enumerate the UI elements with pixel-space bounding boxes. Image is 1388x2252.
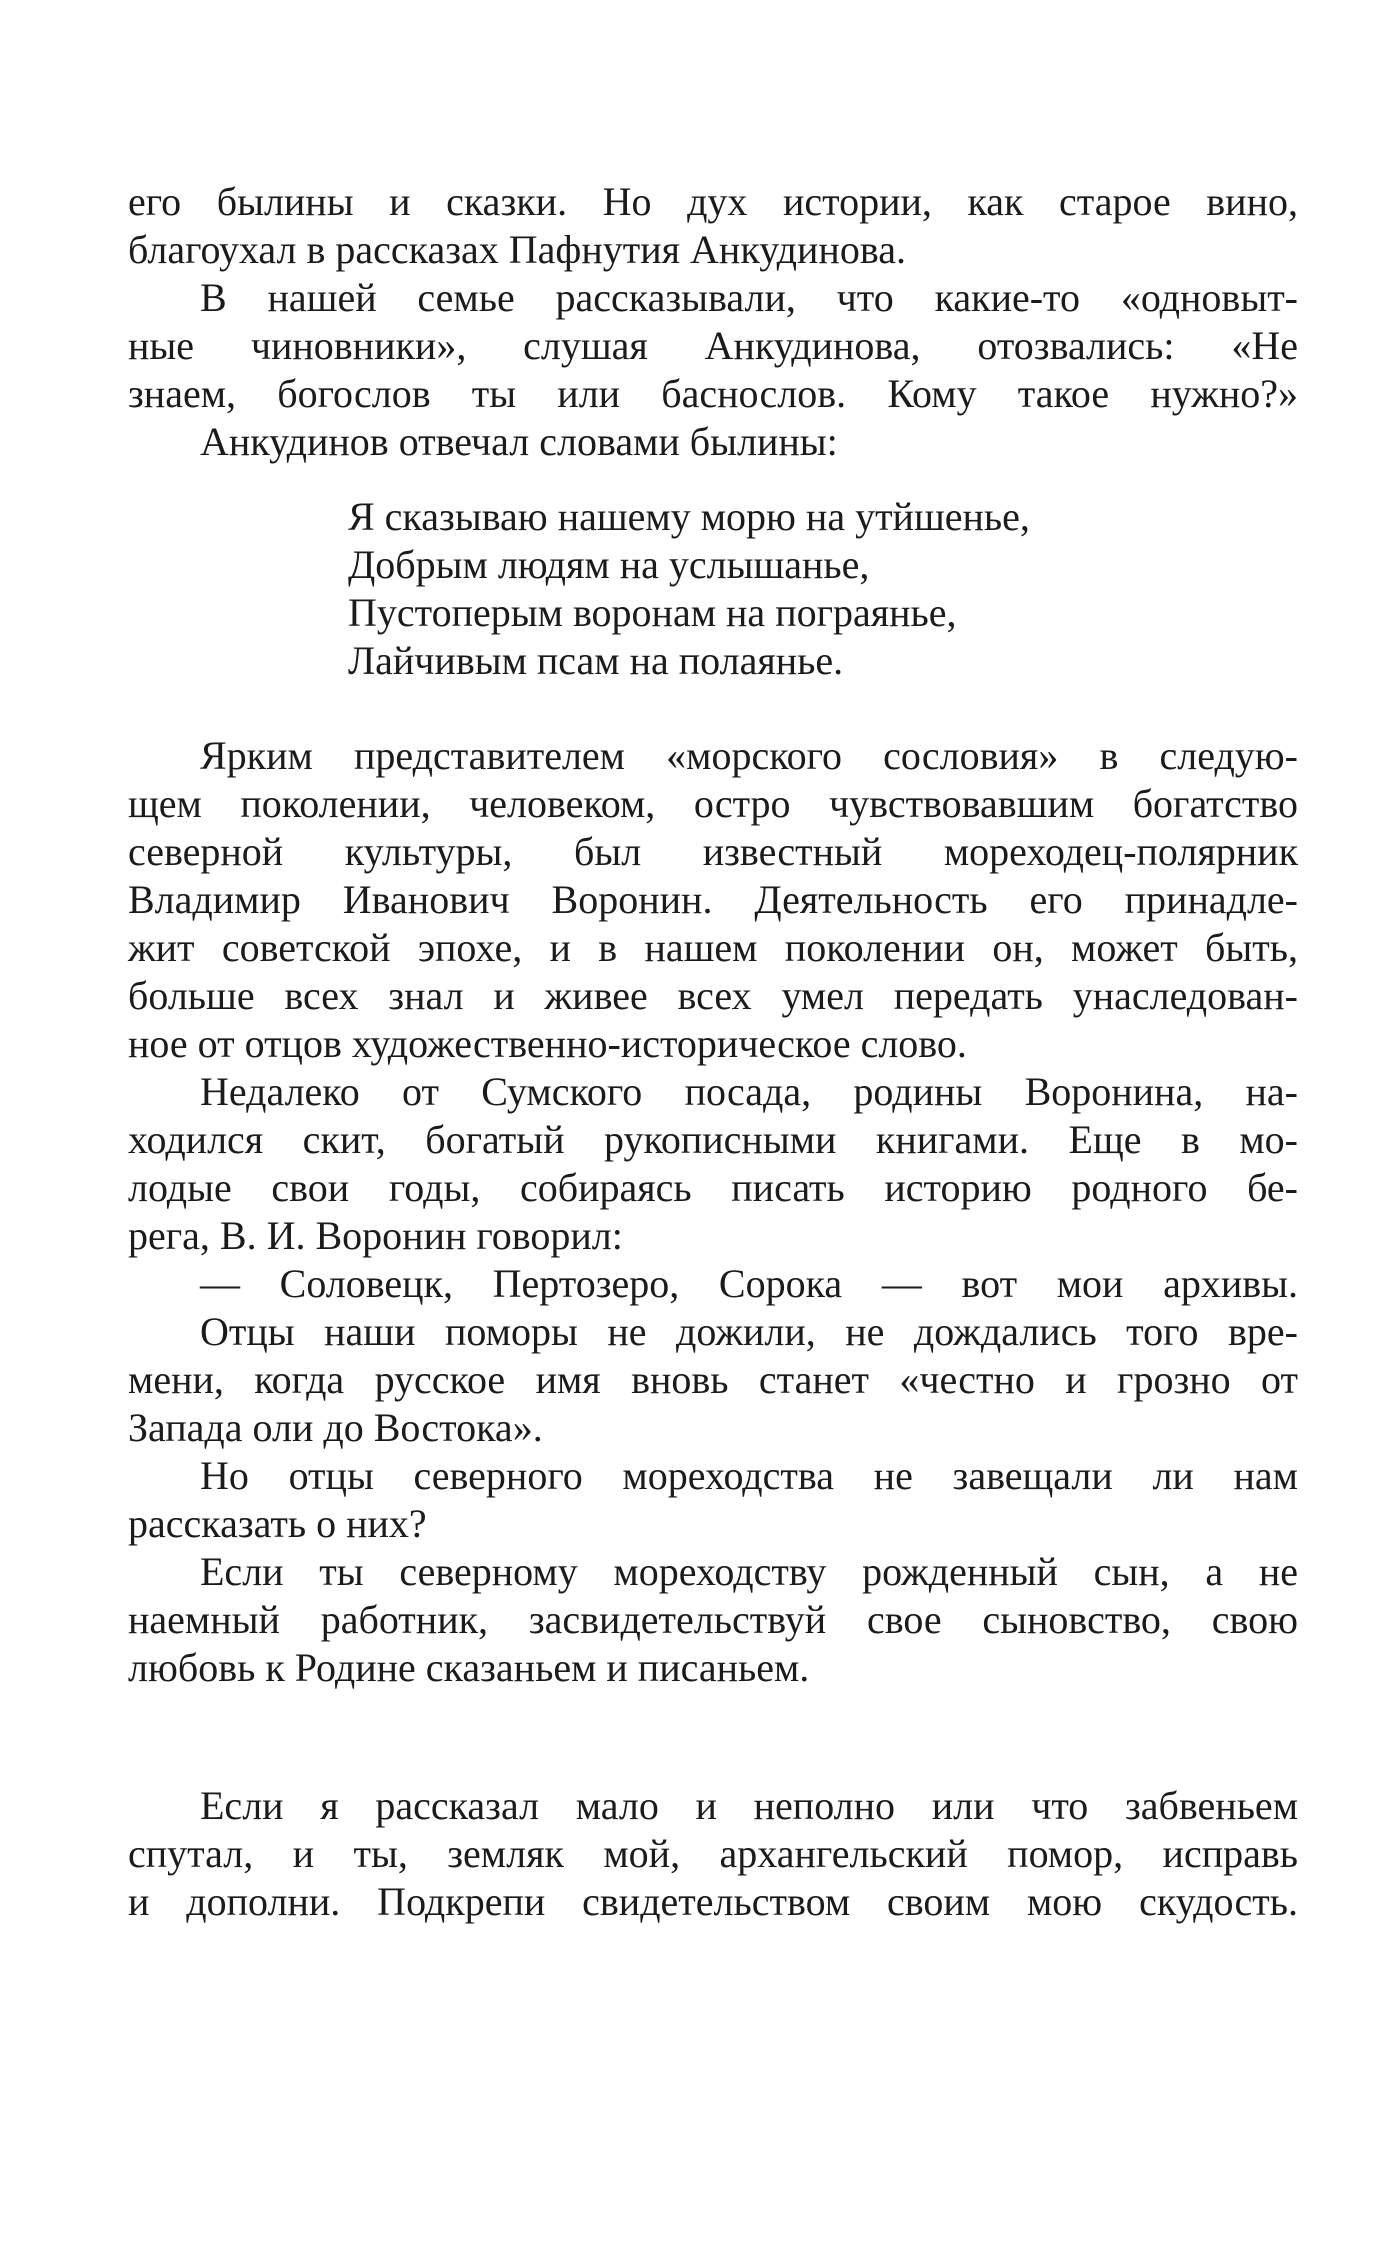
text-line: — Соловецк, Пертозеро, Сорока — вот мои архивы. xyxy=(200,1261,1298,1306)
text-line: и дополни. Подкрепи свидетельством своим мою скудость. xyxy=(128,1879,1298,1924)
text-line: мени, когда русское имя вновь станет «честно и грозно от xyxy=(128,1357,1298,1402)
text-line: больше всех знал и живее всех умел передать унаследован- xyxy=(128,973,1298,1018)
text-line: Анкудинов отвечал словами былины: xyxy=(200,419,838,464)
text-line: Ярким представителем «морского сословия» в следую- xyxy=(200,733,1298,778)
text-line: любовь к Родине сказаньем и писаньем. xyxy=(128,1645,810,1690)
text-line: благоухал в рассказах Пафнутия Анкудинова. xyxy=(128,227,906,272)
text-line: ходился скит, богатый рукописными книгами. Еще в мо- xyxy=(128,1117,1298,1162)
text-line: спутал, и ты, земляк мой, архангельский помор, исправь xyxy=(128,1831,1298,1876)
text-line: Недалеко от Сумского посада, родины Воронина, на- xyxy=(200,1069,1298,1114)
text-line: Но отцы северного мореходства не завещали ли нам xyxy=(200,1453,1298,1498)
text-line: знаем, богослов ты или баснослов. Кому такое нужно?» xyxy=(128,371,1298,416)
verse-line: Я сказываю нашему морю на утйшенье, xyxy=(348,494,1030,539)
verse-line: Лайчивым псам на полаянье. xyxy=(348,638,844,683)
text-line: его былины и сказки. Но дух истории, как старое вино, xyxy=(128,179,1298,224)
text-line: Владимир Иванович Воронин. Деятельность его принадле- xyxy=(128,877,1298,922)
verse-line: Пустоперым воронам на пограянье, xyxy=(348,590,957,635)
text-line: ное от отцов художественно-историческое слово. xyxy=(128,1021,967,1066)
text-line: наемный работник, засвидетельствуй свое сыновство, свою xyxy=(128,1597,1298,1642)
text-line: лодые свои годы, собираясь писать историю родного бе- xyxy=(128,1165,1298,1210)
text-line: Если ты северному мореходству рожденный сын, а не xyxy=(200,1549,1298,1594)
text-line: Запада оли до Востока». xyxy=(128,1405,543,1450)
text-line: щем поколении, человеком, остро чувствовавшим богатство xyxy=(128,781,1298,826)
text-line: Если я рассказал мало и неполно или что забвеньем xyxy=(200,1783,1298,1828)
text-line: рассказать о них? xyxy=(128,1501,427,1546)
text-line: жит советской эпохе, и в нашем поколении он, может быть, xyxy=(128,925,1298,970)
verse-line: Добрым людям на услышанье, xyxy=(348,542,870,587)
text-line: рега, В. И. Воронин говорил: xyxy=(128,1213,623,1258)
text-line: Отцы наши поморы не дожили, не дождались того вре- xyxy=(200,1309,1298,1354)
text-line: ные чиновники», слушая Анкудинова, отозвались: «Не xyxy=(128,323,1298,368)
text-line: северной культуры, был известный мореходец-полярник xyxy=(128,829,1298,874)
text-line: В нашей семье рассказывали, что какие-то «одновыт- xyxy=(200,275,1298,320)
